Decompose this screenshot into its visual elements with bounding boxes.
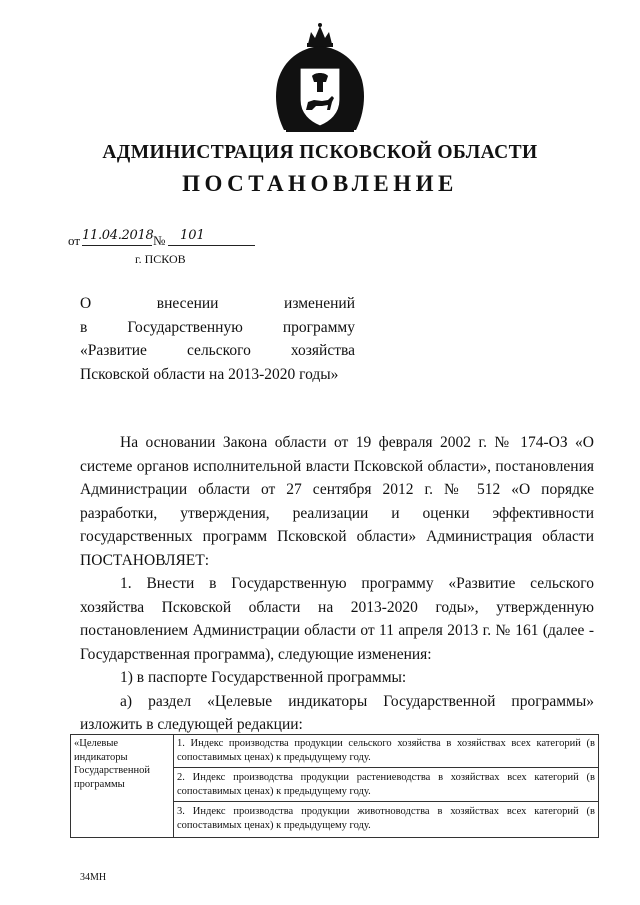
table-row [71, 735, 599, 838]
number-underline [168, 245, 255, 246]
coat-of-arms-emblem [270, 22, 370, 137]
indicator-item: 3. Индекс производства продукции животноводства в хозяйствах всех категорий (в сопоставимых ценах) к предыдущему году. [174, 801, 598, 835]
date-underline [82, 245, 152, 246]
number-label: № [153, 233, 166, 248]
subject-line: «Развитие сельского хозяйства [80, 342, 355, 359]
body-paragraph: 1. Внести в Государственную программу «Развитие сельского хозяйства Псковской области на 2013-2020 годы», утвержденную постановлением Администрации области от 11 апреля 2013 г. № 161 (далее - Государственная программа), следующие изменения: [80, 575, 594, 663]
body-paragraph: а) раздел «Целевые индикаторы Государственной программы» изложить в следующей редакции: [80, 692, 594, 733]
document-body [80, 431, 594, 737]
document-type-title: ПОСТАНОВЛЕНИЕ [182, 171, 458, 196]
indicator-item: 2. Индекс производства продукции растениеводства в хозяйствах всех категорий (в сопоставимых ценах) к предыдущему году. [174, 767, 598, 801]
body-paragraph: 1) в паспорте Государственной программы: [120, 669, 407, 686]
footer-code: 34МН [80, 872, 107, 883]
body-paragraph: На основании Закона области от 19 февраля 2002 г. № 174-ОЗ «О системе органов исполнительной власти Псковской области», постановления Администрации области от 27 сентября 2012 г. № 512 «О порядке разработки, утверждения, реализации и оценки эффективности государственных программ Псковской области» Администрация области ПОСТАНОВЛЯЕТ: [80, 434, 594, 569]
indicator-item: 1. Индекс производства продукции сельского хозяйства в хозяйствах всех категорий (в сопоставимых ценах) к предыдущему году. [177, 738, 595, 763]
indicators-items-cell [174, 735, 599, 838]
document-date: 11.04.2018 [82, 228, 154, 243]
date-from-label: от [68, 233, 81, 248]
indicators-table [70, 734, 599, 838]
document-city: г. ПСКОВ [135, 252, 186, 266]
document-dateline [68, 228, 268, 250]
document-number: 101 [180, 228, 205, 243]
organization-title: АДМИНИСТРАЦИЯ ПСКОВСКОЙ ОБЛАСТИ [102, 142, 538, 163]
subject-line: О внесении изменений [80, 295, 355, 312]
subject-line: в Государственную программу [80, 318, 355, 336]
document-subject [80, 292, 355, 386]
subject-line: Псковской области на 2013-2020 годы» [80, 365, 339, 383]
indicators-label-cell: «Целевые индикаторы Государственной программы [71, 735, 174, 838]
